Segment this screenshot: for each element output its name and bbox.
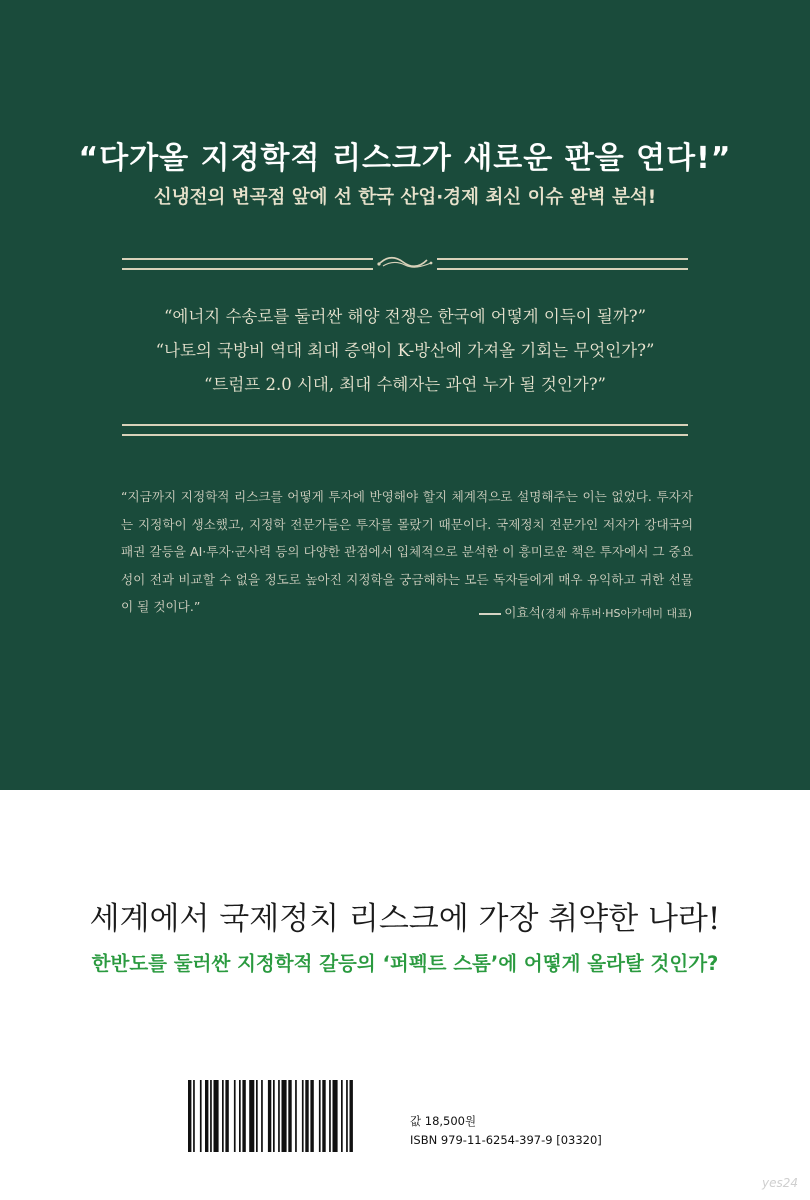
barcode-bar [214, 1080, 219, 1152]
barcode-bar [282, 1080, 287, 1152]
barcode-bar [188, 1080, 191, 1152]
barcode-bar [261, 1080, 263, 1152]
question-list [0, 300, 810, 402]
endorser-name: 이효석 [504, 605, 541, 620]
barcode-bar [329, 1080, 331, 1152]
barcode-bar [295, 1080, 297, 1152]
barcode-bar [322, 1080, 325, 1152]
barcode-bar [288, 1080, 291, 1152]
barcode-bar [242, 1080, 245, 1152]
barcode-bar [302, 1080, 304, 1152]
barcode-bar [346, 1080, 348, 1152]
barcode-bar [319, 1080, 321, 1152]
back-cover-title: 세계에서 국제정치 리스크에 가장 취약한 나라! [89, 901, 721, 937]
barcode-bar [278, 1080, 280, 1152]
barcode-bar [225, 1080, 228, 1152]
bottom-divider [122, 424, 688, 436]
barcode-bar [222, 1080, 224, 1152]
subheadline: 신냉전의 변곡점 앞에 선 한국 산업·경제 최신 이슈 완벽 분석! [153, 187, 657, 208]
barcode-bar [256, 1080, 258, 1152]
barcode-bar [193, 1080, 195, 1152]
barcode-icon [188, 1080, 400, 1152]
barcode-bar [333, 1080, 338, 1152]
barcode-bar [341, 1080, 343, 1152]
barcode-bar [310, 1080, 313, 1152]
flourish-ornament-icon [373, 251, 437, 273]
barcode-bar [268, 1080, 271, 1152]
back-cover-subtitle: 한반도를 둘러싼 지정학적 갈등의 ‘퍼펙트 스톰’에 어떻게 올라탈 것인가? [91, 952, 719, 975]
question-item: “나토의 국방비 역대 최대 증액이 K-방산에 가져올 기회는 무엇인가?” [155, 341, 655, 360]
isbn-label: ISBN 979-11-6254-397-9 [03320] [410, 1133, 602, 1147]
barcode-bar [239, 1080, 241, 1152]
barcode-bar [249, 1080, 254, 1152]
barcode-bar [305, 1080, 308, 1152]
headline: “다가올 지정학적 리스크가 새로운 판을 연다!” [78, 141, 732, 176]
attribution-dash [479, 613, 501, 615]
barcode-bar [200, 1080, 202, 1152]
barcode-bar [210, 1080, 212, 1152]
barcode-bar [205, 1080, 208, 1152]
question-item: “트럼프 2.0 시대, 최대 수혜자는 과연 누가 될 것인가?” [203, 375, 606, 394]
price-label: 값 18,500원 [410, 1114, 477, 1128]
watermark: yes24 [761, 1176, 798, 1190]
endorser-attribution [479, 602, 692, 621]
barcode-bar [350, 1080, 353, 1152]
barcode-bar [273, 1080, 275, 1152]
question-item: “에너지 수송로를 둘러싼 해양 전쟁은 한국에 어떻게 이득이 될까?” [163, 307, 647, 326]
barcode-bar [234, 1080, 236, 1152]
endorsement-quote: “지금까지 지정학적 리스크를 어떻게 투자에 반영해야 할지 체계적으로 설명해주는 이는 없었다. 투자자는 지정학이 생소했고, 지정학 전문가들은 투자를 몰랐기 때문이다. 국제정치 전문가인 저자가 강대국의 패권 갈등을 AI·투자·군사력 등의 다양한 관점에서 입체적으로 분석한 이 흥미로운 책은 투자에서 그 중요성이 전과 비교할 수 없을 정도로 높아진 지정학을 궁금해하는 모든 독자들에게 매우 유익하고 귀한 선물이 될 것이다.” [121, 489, 693, 614]
endorser-role: (경제 유튜버·HS아카데미 대표) [540, 607, 692, 620]
